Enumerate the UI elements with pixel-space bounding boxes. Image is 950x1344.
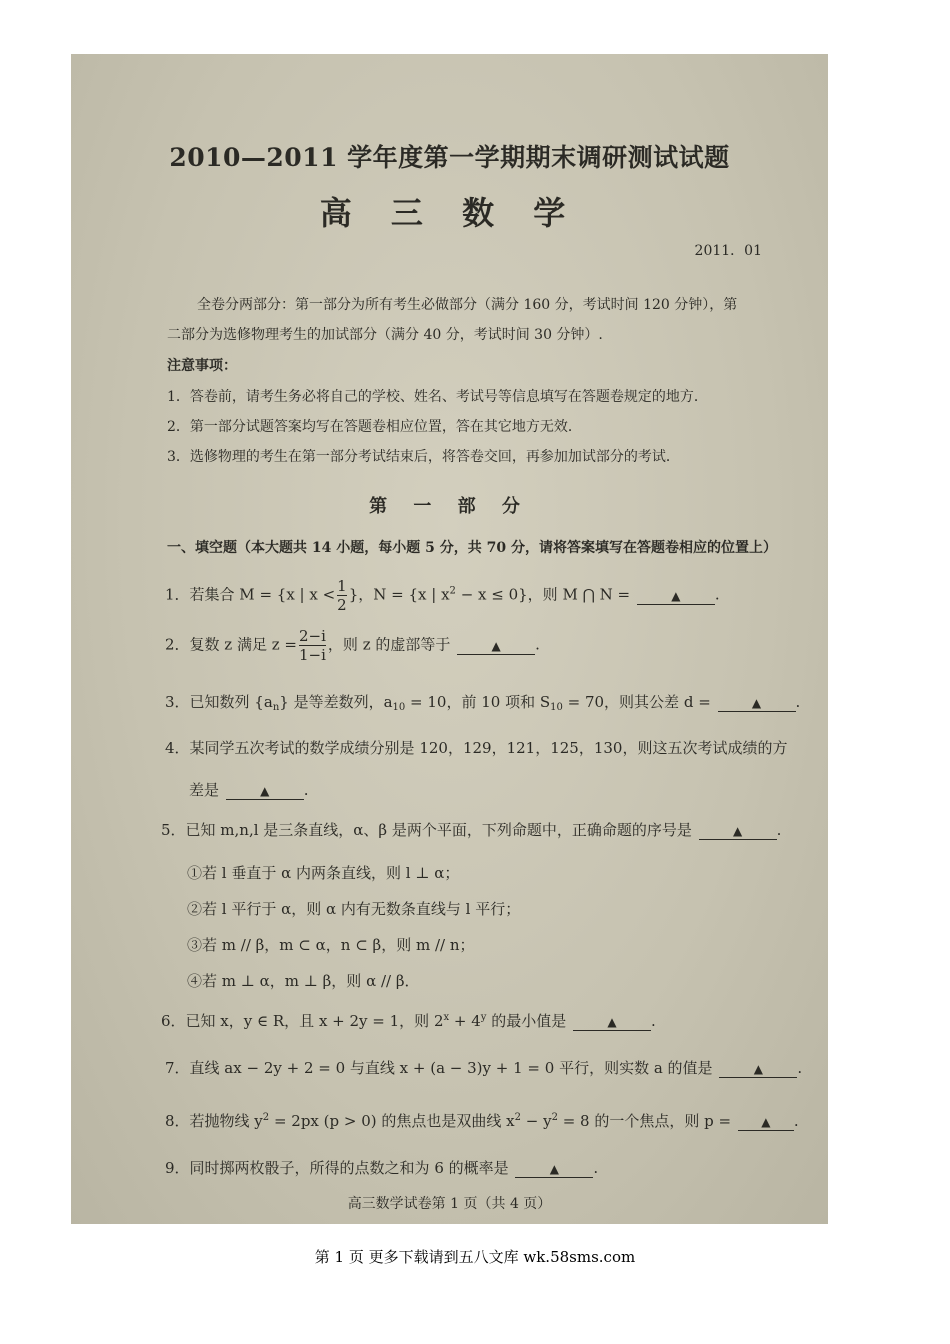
question-9: 9．同时掷两枚骰子，所得的点数之和为 6 的概率是 ▲ . bbox=[165, 1159, 599, 1177]
notice-item: 1．答卷前，请考生务必将自己的学校、姓名、考试号等信息填写在答题卷规定的地方． bbox=[167, 389, 708, 405]
question-1: 1．若集合 M = {x | x < $\frac{1}{2}$ }，N = {x | $x^2 - x \le 0$}，则 M ⋂ N = ▲ . bbox=[165, 577, 720, 614]
question-2: 2．复数 z 满足 z = $\frac{2-i}{1-i}$ ，则 z 的虚部等于 ▲ . bbox=[165, 627, 540, 664]
answer-blank: ▲ bbox=[573, 1012, 651, 1031]
question-4-line-2: 差是 ▲ . bbox=[189, 781, 309, 799]
exam-page-footer: 高三数学试卷第 1 页（共 4 页） bbox=[347, 1196, 552, 1212]
answer-blank: ▲ bbox=[718, 693, 796, 712]
answer-blank: ▲ bbox=[226, 781, 304, 800]
question-8: 8．若抛物线 $y^2 = 2px$ (p > 0) 的焦点也是双曲线 $x^2 - y^2 = 8$ 的一个焦点，则 p = ▲ . bbox=[165, 1112, 799, 1130]
question-3: 3．已知数列 $\{a_n\}$ 是等差数列，$a_{10} = 10$，前 10 项和 $S_{10} = 70$，则其公差 d = ▲ . bbox=[165, 693, 801, 713]
notice-item: 2．第一部分试题答案均写在答题卷相应位置，答在其它地方无效． bbox=[167, 419, 582, 435]
answer-blank: ▲ bbox=[699, 821, 777, 840]
document-footer: 第 1 页 更多下载请到五八文库 wk.58sms.com bbox=[314, 1248, 636, 1266]
question-6: 6．已知 x，y ∈ R，且 x + 2y = 1，则 $2^x + 4^y$ 的最小值是 ▲ . bbox=[161, 1012, 656, 1030]
answer-blank: ▲ bbox=[637, 586, 715, 605]
exam-title: 2010—2011 学年度第一学期期末调研测试试题 bbox=[169, 143, 730, 172]
exam-subject: 高 三 数 学 bbox=[319, 194, 580, 232]
question-5-option: ④若 m ⊥ α，m ⊥ β，则 α // β． bbox=[187, 972, 420, 990]
question-7: 7．直线 ax − 2y + 2 = 0 与直线 x + (a − 3)y + 1 = 0 平行，则实数 a 的值是 ▲ . bbox=[165, 1059, 803, 1077]
answer-blank: ▲ bbox=[515, 1159, 593, 1178]
exam-date: 2011．01 bbox=[694, 243, 762, 259]
intro-line-1: 全卷分两部分：第一部分为所有考生必做部分（满分 160 分，考试时间 120 分钟），第 bbox=[197, 297, 738, 313]
fraction: $\frac{1}{2}$ bbox=[337, 577, 347, 614]
scanned-exam-page bbox=[71, 54, 828, 1224]
part-title: 第 一 部 分 bbox=[369, 496, 530, 517]
answer-blank: ▲ bbox=[738, 1112, 794, 1131]
section-title: 一、填空题（本大题共 14 小题，每小题 5 分，共 70 分，请将答案填写在答题卷相应的位置上） bbox=[167, 540, 777, 556]
intro-line-2: 二部分为选修物理考生的加试部分（满分 40 分，考试时间 30 分钟）. bbox=[167, 327, 603, 343]
question-5-option: ②若 l 平行于 α，则 α 内有无数条直线与 l 平行； bbox=[187, 900, 521, 918]
notice-item: 3．选修物理的考生在第一部分考试结束后，将答卷交回，再参加加试部分的考试． bbox=[167, 449, 680, 465]
question-5: 5．已知 m,n,l 是三条直线，α、β 是两个平面，下列命题中，正确命题的序号是 ▲ . bbox=[161, 821, 782, 839]
question-5-option: ③若 m // β，m ⊂ α，n ⊂ β，则 m // n； bbox=[187, 936, 475, 954]
question-5-option: ①若 l 垂直于 α 内两条直线，则 l ⊥ α； bbox=[187, 864, 460, 882]
question-4-line-1: 4．某同学五次考试的数学成绩分别是 120，129，121，125，130，则这五次考试成绩的方 bbox=[165, 739, 788, 757]
answer-blank: ▲ bbox=[719, 1059, 797, 1078]
fraction: $\frac{2-i}{1-i}$ bbox=[299, 627, 326, 664]
answer-blank: ▲ bbox=[457, 636, 535, 655]
notice-heading: 注意事项： bbox=[167, 358, 237, 374]
